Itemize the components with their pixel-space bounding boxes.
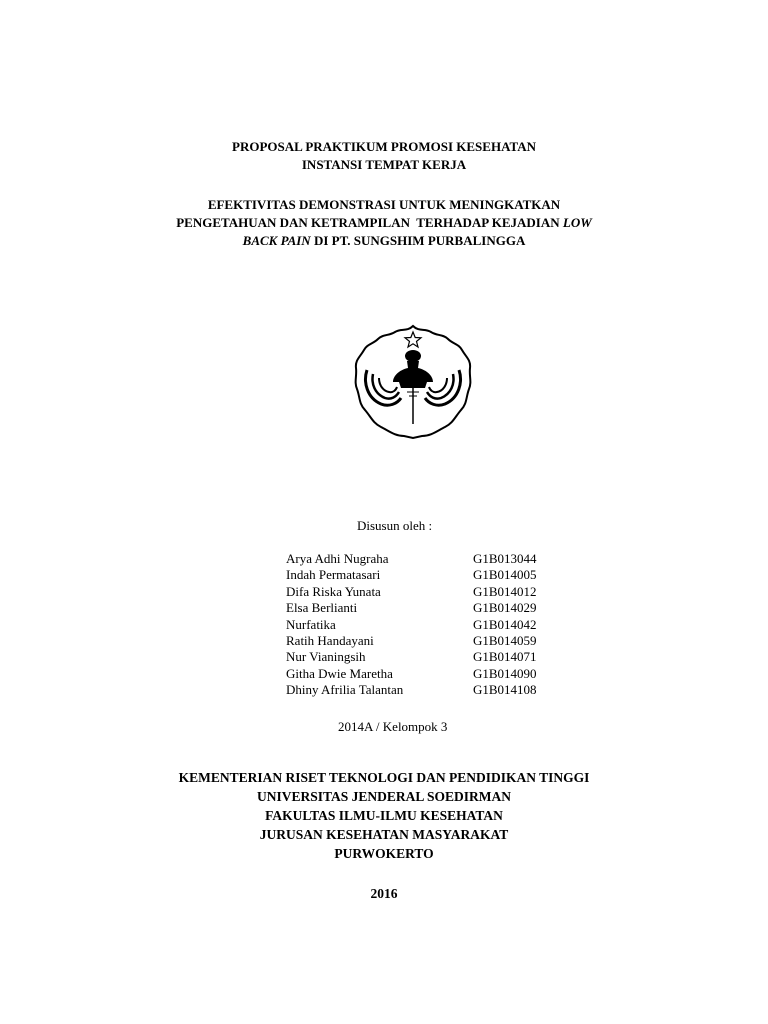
member-student-id: G1B014059 [473, 632, 537, 648]
member-row [286, 617, 556, 633]
member-student-id: G1B014090 [473, 665, 537, 681]
institution-block [0, 768, 768, 863]
year-label: 2016 [370, 886, 398, 901]
member-name: Elsa Berlianti [286, 600, 358, 616]
member-row [286, 649, 556, 665]
document-title [0, 138, 768, 174]
member-student-id: G1B014071 [473, 649, 537, 665]
group-label: 2014A / Kelompok 3 [338, 719, 448, 734]
subtitle-line-3-text: DI PT. SUNGSHIM PURBALINGGA [310, 233, 526, 248]
member-name: Nurfatika [286, 616, 336, 632]
member-student-id: G1B014012 [473, 583, 537, 599]
member-name: Nur Vianingsih [286, 649, 366, 665]
subtitle-line-2-italic: LOW [562, 215, 592, 230]
subtitle-line-2-text: PENGETAHUAN DAN KETRAMPILAN TERHADAP KEJADIAN [176, 215, 563, 230]
title-line-1: PROPOSAL PRAKTIKUM PROMOSI KESEHATAN [232, 139, 536, 154]
university-emblem-icon [353, 322, 473, 440]
member-name: Arya Adhi Nugraha [286, 551, 389, 566]
member-row [286, 666, 556, 682]
faculty-name: FAKULTAS ILMU-ILMU KESEHATAN [265, 808, 503, 823]
member-name: Indah Permatasari [286, 567, 381, 583]
document-subtitle [0, 196, 768, 250]
member-name: Dhiny Afrilia Talantan [286, 682, 404, 698]
ministry-name: KEMENTERIAN RISET TEKNOLOGI DAN PENDIDIKAN TINGGI [178, 770, 590, 785]
member-row [286, 567, 556, 583]
member-student-id: G1B014029 [473, 600, 537, 616]
compiled-by-label: Disusun oleh : [357, 518, 433, 533]
member-row [286, 682, 556, 698]
member-name: Difa Riska Yunata [286, 583, 381, 599]
university-name: UNIVERSITAS JENDERAL SOEDIRMAN [256, 789, 512, 804]
member-student-id: G1B014005 [473, 567, 537, 583]
subtitle-line-3 [0, 232, 768, 250]
member-row [286, 584, 556, 600]
member-name: Ratih Handayani [286, 632, 374, 648]
member-row [286, 551, 556, 567]
subtitle-line-2 [0, 214, 768, 232]
member-row [286, 600, 556, 616]
city-name: PURWOKERTO [334, 846, 434, 861]
member-student-id: G1B014042 [473, 616, 537, 632]
member-row [286, 633, 556, 649]
member-student-id: G1B013044 [473, 551, 537, 566]
subtitle-line-3-italic: BACK PAIN [242, 233, 311, 248]
department-name: JURUSAN KESEHATAN MASYARAKAT [259, 827, 509, 842]
title-line-2: INSTANSI TEMPAT KERJA [301, 157, 467, 172]
members-list [286, 551, 556, 699]
member-name: Githa Dwie Maretha [286, 665, 393, 681]
member-student-id: G1B014108 [473, 682, 537, 698]
subtitle-line-1: EFEKTIVITAS DEMONSTRASI UNTUK MENINGKATKAN [207, 197, 561, 212]
